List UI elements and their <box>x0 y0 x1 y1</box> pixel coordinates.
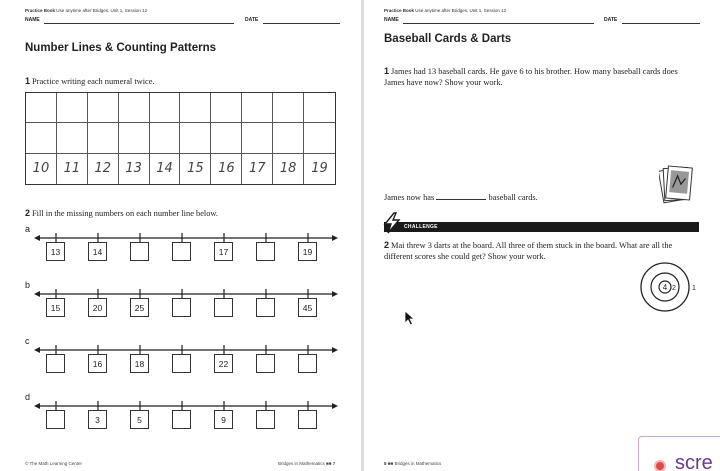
blank-number-box[interactable] <box>256 298 275 317</box>
number-box: 15 <box>46 298 65 317</box>
blank-number-box[interactable] <box>298 410 317 429</box>
blank-number-box[interactable] <box>172 354 191 373</box>
practice-cell <box>304 123 335 153</box>
left-arrow-icon <box>34 403 40 409</box>
practice-cell <box>119 93 150 123</box>
practice-cell <box>57 123 88 153</box>
question-1: 1 Practice writing each numeral twice. <box>25 76 155 86</box>
baseball-cards-icon <box>659 164 693 206</box>
practice-cell <box>88 123 119 153</box>
practice-cell <box>211 123 242 153</box>
target-score-inner: 4 <box>662 283 668 292</box>
name-line <box>44 23 234 24</box>
practice-cell <box>273 93 304 123</box>
numeral-cell: 15 <box>180 154 211 184</box>
lightning-bolt-icon <box>382 212 404 234</box>
blank-number-box[interactable] <box>256 354 275 373</box>
date-label: DATE <box>604 17 618 23</box>
number-line-letter: d <box>25 392 31 402</box>
right-arrow-icon <box>332 291 338 297</box>
blank-number-box[interactable] <box>172 298 191 317</box>
number-box: 5 <box>130 410 149 429</box>
numeral-cell: 10 <box>26 154 57 184</box>
answer-line: James now has baseball cards. <box>384 193 538 202</box>
number-line-letter: c <box>25 336 30 346</box>
numeral-cell: 14 <box>150 154 181 184</box>
name-label: NAME <box>384 17 399 23</box>
number-box: 20 <box>88 298 107 317</box>
practice-book-note: Practice Book Use anytime after Bridges, Unit 1, Session 12 <box>25 8 148 13</box>
practice-cell <box>180 123 211 153</box>
number-box: 9 <box>214 410 233 429</box>
blank-number-box[interactable] <box>256 410 275 429</box>
challenge-label: CHALLENGE <box>404 224 438 230</box>
name-line <box>403 23 594 24</box>
question-1: 1 James had 13 baseball cards. He gave 6 to his brother. How many baseball cards does James have now? Show your work. <box>384 66 678 87</box>
left-arrow-icon <box>34 347 40 353</box>
footer-bridges: 8 ■■ Bridges in Mathematics <box>384 461 442 466</box>
number-box: 17 <box>214 242 233 261</box>
right-worksheet-page <box>364 0 720 471</box>
date-label: DATE <box>245 17 259 23</box>
number-box: 3 <box>88 410 107 429</box>
numeral-cell: 16 <box>211 154 242 184</box>
numeral-cell: 19 <box>311 161 328 177</box>
question-2: 2 Mai threw 3 darts at the board. All three of them stuck in the board. What are all the different scores she could get? Show your work. <box>384 240 673 261</box>
right-arrow-icon <box>332 235 338 241</box>
footer-copyright: © The Math Learning Center <box>25 461 83 466</box>
blank-number-box[interactable] <box>172 410 191 429</box>
footer-bridges: Bridges in Mathematics ■■ 7 <box>278 461 336 466</box>
name-label: NAME <box>25 17 40 23</box>
numeral-cell: 18 <box>273 154 304 184</box>
practice-cell <box>242 93 273 123</box>
numeral-cell: 12 <box>88 154 119 184</box>
number-box: 13 <box>46 242 65 261</box>
number-box: 14 <box>88 242 107 261</box>
practice-cell <box>273 123 304 153</box>
practice-cell <box>150 123 181 153</box>
question-2: 2 Fill in the missing numbers on each number line below. <box>25 208 219 218</box>
target-score-middle: 2 <box>672 285 676 292</box>
number-box: 19 <box>298 242 317 261</box>
right-arrow-icon <box>332 347 338 353</box>
practice-cell <box>304 93 335 123</box>
practice-cell <box>119 123 150 153</box>
practice-cell <box>180 93 211 123</box>
target-score-outer: 1 <box>692 285 696 292</box>
blank-number-box[interactable] <box>298 354 317 373</box>
mouse-cursor-icon <box>404 310 416 326</box>
numeral-cell: 11 <box>57 154 88 184</box>
right-arrow-icon <box>332 403 338 409</box>
number-box: 16 <box>88 354 107 373</box>
page-title: Baseball Cards & Darts <box>384 33 512 45</box>
numeral-practice-grid <box>25 92 336 185</box>
practice-cell <box>150 93 181 123</box>
practice-cell <box>211 93 242 123</box>
number-box: 18 <box>130 354 149 373</box>
number-box: 22 <box>214 354 233 373</box>
left-arrow-icon <box>34 235 40 241</box>
practice-cell <box>57 93 88 123</box>
numeral-cell: 17 <box>242 154 273 184</box>
blank-number-box[interactable] <box>172 242 191 261</box>
dartboard-target <box>640 262 700 312</box>
date-line <box>622 23 700 24</box>
blank-number-box[interactable] <box>46 354 65 373</box>
blank-number-box[interactable] <box>46 410 65 429</box>
page-title: Number Lines & Counting Patterns <box>25 42 217 54</box>
number-box: 45 <box>298 298 317 317</box>
number-box: 25 <box>130 298 149 317</box>
practice-book-note: Practice Book Use anytime after Bridges, Unit 1, Session 12 <box>384 8 507 13</box>
blank-number-box[interactable] <box>256 242 275 261</box>
numeral-cell: 13 <box>119 154 150 184</box>
blank-number-box[interactable] <box>214 298 233 317</box>
practice-cell <box>26 123 57 153</box>
number-line-letter: a <box>25 224 31 234</box>
number-line-letter: b <box>25 280 31 290</box>
practice-cell <box>242 123 273 153</box>
blank-number-box[interactable] <box>130 242 149 261</box>
date-line <box>263 23 340 24</box>
left-arrow-icon <box>34 291 40 297</box>
practice-cell <box>26 93 57 123</box>
record-button-icon[interactable] <box>654 460 666 471</box>
practice-cell <box>88 93 119 123</box>
screen-recorder-label: scre <box>675 452 713 471</box>
